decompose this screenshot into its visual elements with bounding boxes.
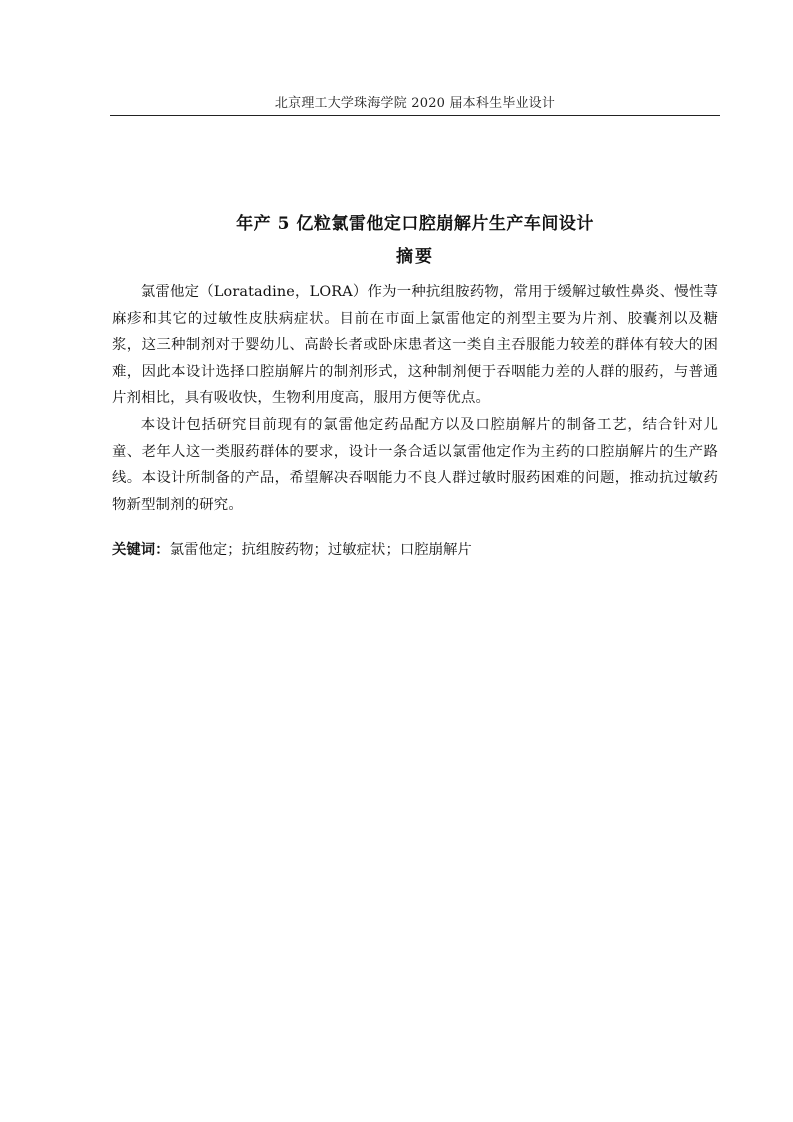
header-divider [110,115,720,116]
keywords-text: 氯雷他定；抗组胺药物；过敏症状；口腔崩解片 [169,542,472,558]
running-header: 北京理工大学珠海学院 2020 届本科生毕业设计 [274,96,556,111]
keywords-label: 关键词： [112,541,170,558]
keywords-line [112,538,718,562]
abstract-paragraph-2: 本设计包括研究目前现有的氯雷他定药品配方以及口腔崩解片的制备工艺，结合针对儿童、老年人这一类服药群体的要求，设计一条合适以氯雷他定作为主药的口腔崩解片的生产路线。本设计所制备的产品，希望解决吞咽能力不良人群过敏时服药困难的问题，推动抗过敏药物新型制剂的研究。 [112,416,718,513]
abstract-paragraph-1: 氯雷他定（Loratadine，LORA）作为一种抗组胺药物，常用于缓解过敏性鼻炎、慢性荨麻疹和其它的过敏性皮肤病症状。目前在市面上氯雷他定的剂型主要为片剂、胶囊剂以及糖浆，这三种制剂对于婴幼儿、高龄长者或卧床患者这一类自主吞服能力较差的群体有较大的困难，因此本设计选择口腔崩解片的制剂形式，这种制剂便于吞咽能力差的人群的服药，与普通片剂相比，具有吸收快，生物利用度高，服用方便等优点。 [112,284,718,407]
abstract-heading: 摘要 [396,247,434,267]
abstract-body [112,279,718,518]
document-title: 年产 5 亿粒氯雷他定口腔崩解片生产车间设计 [236,214,594,234]
